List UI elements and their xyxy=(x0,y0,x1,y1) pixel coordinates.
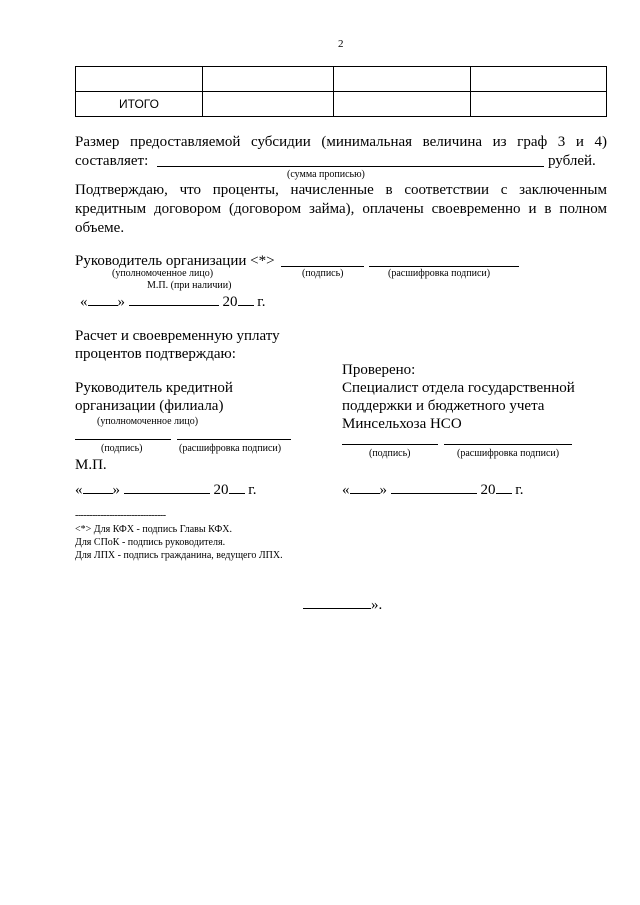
bank-caption-decode: (расшифровка подписи) xyxy=(179,443,282,454)
bank-head-line2: организации (филиала) xyxy=(75,398,224,414)
page-number: 2 xyxy=(338,38,344,50)
checked-caption-decode: (расшифровка подписи) xyxy=(457,448,560,459)
checked-caption-sign: (подпись) xyxy=(369,448,411,459)
checked-title: Проверено: xyxy=(342,362,416,378)
org-caption-decode: (расшифровка подписи) xyxy=(388,268,491,279)
bank-confirm-line2: процентов подтверждаю: xyxy=(75,346,236,362)
checked-line3: Минсельхоза НСО xyxy=(342,416,462,432)
org-stamp-note: М.П. (при наличии) xyxy=(147,280,232,291)
bank-sign-line xyxy=(75,426,171,440)
table-cell xyxy=(334,92,471,117)
bank-head-line1: Руководитель кредитной xyxy=(75,380,233,396)
bank-caption-person: (уполномоченное лицо) xyxy=(97,416,199,427)
table-cell xyxy=(471,67,607,92)
checked-sign-line xyxy=(342,431,438,445)
table-cell xyxy=(203,92,334,117)
table-cell xyxy=(471,92,607,117)
total-label: ИТОГО xyxy=(76,92,203,117)
footnote-line1: <*> Для КФХ - подпись Главы КФХ. xyxy=(75,524,232,535)
org-sign-line xyxy=(281,253,364,267)
subsidy-caption: (сумма прописью) xyxy=(287,169,365,180)
table-row-total xyxy=(76,92,607,117)
checked-line1: Специалист отдела государственной xyxy=(342,380,575,396)
org-decode-line xyxy=(369,253,519,267)
confirm-line2: кредитным договором (договором займа), оплачены своевременно и в полном xyxy=(75,201,607,217)
bank-stamp: М.П. xyxy=(75,457,107,473)
subsidy-table xyxy=(75,66,607,117)
subsidy-suffix: рублей. xyxy=(548,153,596,169)
table-cell xyxy=(334,67,471,92)
bank-caption-sign: (подпись) xyxy=(101,443,143,454)
subsidy-amount-line xyxy=(157,152,544,167)
table-row xyxy=(76,67,607,92)
footnote-line3: Для ЛПХ - подпись гражданина, ведущего ЛПХ. xyxy=(75,550,283,561)
subsidy-prefix: составляет: xyxy=(75,153,149,169)
table-cell xyxy=(76,67,203,92)
confirm-line3: объеме. xyxy=(75,220,125,236)
footnote-separator: -------------------------------- xyxy=(75,510,166,521)
confirm-line1: Подтверждаю, что проценты, начисленные в соответствии с заключенным xyxy=(75,182,607,198)
bank-decode-line xyxy=(177,426,291,440)
checked-line2: поддержки и бюджетного учета xyxy=(342,398,545,414)
bank-confirm-line1: Расчет и своевременную уплату xyxy=(75,328,280,344)
bank-date: « » 20 г. xyxy=(75,482,257,498)
org-date: « » 20 г. xyxy=(80,294,266,310)
table-cell xyxy=(203,67,334,92)
checked-date: « » 20 г. xyxy=(342,482,524,498)
checked-decode-line xyxy=(444,431,572,445)
org-caption-sign: (подпись) xyxy=(302,268,344,279)
org-caption-person: (уполномоченное лицо) xyxy=(112,268,214,279)
subsidy-line1: Размер предоставляемой субсидии (минимальная величина из граф 3 и 4) xyxy=(75,134,607,150)
footnote-line2: Для СПоК - подпись руководителя. xyxy=(75,537,226,548)
closing-mark: ». xyxy=(303,595,382,615)
org-head-label: Руководитель организации <*> xyxy=(75,253,275,269)
